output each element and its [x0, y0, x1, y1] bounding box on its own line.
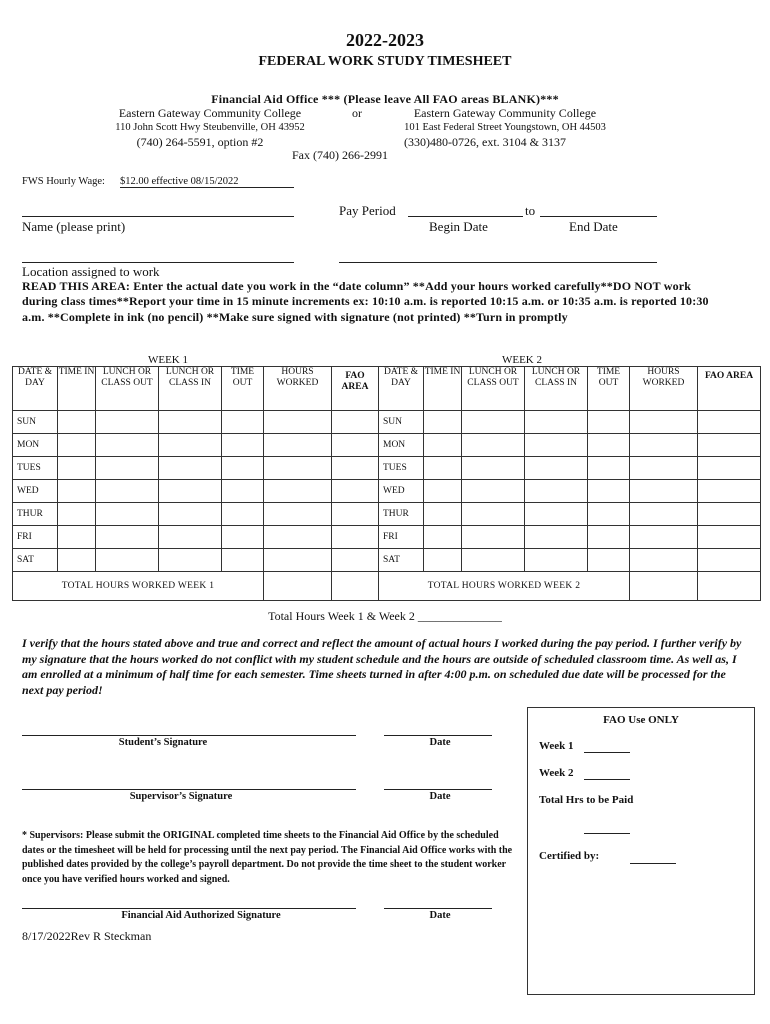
cell[interactable] [264, 411, 332, 434]
cell[interactable] [525, 549, 588, 572]
fao-cell [698, 503, 761, 526]
fao-week2-line [584, 779, 630, 780]
cell[interactable] [159, 411, 222, 434]
table-row [13, 411, 761, 434]
w1-day-label: SAT [13, 549, 58, 572]
supervisor-signature-label: Supervisor’s Signature [129, 791, 233, 802]
cell[interactable] [264, 434, 332, 457]
instructions: READ THIS AREA: Enter the actual date you work in the “date column” **Add your hours worked carefully**DO NOT work during class times**Report your time in 15 minute increments ex: 10:10 a.m. is reported 10:15 a.m. or 10:35 a.m. is reported 10:30 a.m. **Complete in ink (no pencil) **Make sure signed with signature (not printed) **Turn in promptly [22, 279, 709, 324]
cell[interactable] [58, 480, 96, 503]
w2-day-label: THUR [379, 503, 424, 526]
cell[interactable] [96, 411, 159, 434]
cell[interactable] [58, 434, 96, 457]
cell[interactable] [588, 434, 630, 457]
w1-day-label: SUN [13, 411, 58, 434]
cell[interactable] [630, 457, 698, 480]
w2-col-lunch-out: LUNCH OR CLASS OUT [462, 367, 525, 411]
cell[interactable] [424, 480, 462, 503]
fa-date-label: Date [429, 910, 451, 921]
cell[interactable] [525, 434, 588, 457]
fao-cell [332, 503, 379, 526]
fao-cell [698, 457, 761, 480]
w2-col-time-in: TIME IN [424, 367, 462, 411]
w1-col-date: DATE & DAY [13, 367, 58, 411]
cell[interactable] [630, 549, 698, 572]
fao-certified-label: Certified by: [539, 850, 600, 862]
cell[interactable] [462, 434, 525, 457]
table-row [13, 457, 761, 480]
campus2-phone: (330)480-0726, ext. 3104 & 3137 [404, 135, 566, 149]
cell[interactable] [630, 434, 698, 457]
cell[interactable] [588, 503, 630, 526]
fao-use-box [527, 707, 755, 995]
cell[interactable] [462, 526, 525, 549]
cell[interactable] [264, 480, 332, 503]
cell[interactable] [462, 503, 525, 526]
table-row [13, 503, 761, 526]
table-row [13, 549, 761, 572]
cell[interactable] [222, 434, 264, 457]
w1-col-lunch-out: LUNCH OR CLASS OUT [96, 367, 159, 411]
w1-col-lunch-in: LUNCH OR CLASS IN [159, 367, 222, 411]
w2-day-label: TUES [379, 457, 424, 480]
fao-total-label: Total Hrs to be Paid [539, 794, 634, 806]
cell[interactable] [96, 526, 159, 549]
campus1-name: Eastern Gateway Community College [118, 106, 302, 120]
fao-cell [698, 411, 761, 434]
cell[interactable] [630, 503, 698, 526]
fao-cell [698, 434, 761, 457]
w2-col-hours: HOURS WORKED [630, 367, 698, 411]
cell[interactable] [96, 503, 159, 526]
cell[interactable] [588, 480, 630, 503]
w2-col-lunch-in: LUNCH OR CLASS IN [525, 367, 588, 411]
end-date-label: End Date [569, 219, 618, 234]
cell[interactable] [222, 526, 264, 549]
campus2-address: 101 East Federal Street Youngstown, OH 44503 [404, 122, 606, 133]
fao-cell [332, 549, 379, 572]
fao-cell [332, 572, 379, 601]
w1-col-hours: HOURS WORKED [264, 367, 332, 411]
cell[interactable] [58, 526, 96, 549]
pay-period-label: Pay Period [339, 203, 396, 218]
w1-day-label: TUES [13, 457, 58, 480]
week2-label: WEEK 2 [501, 354, 542, 366]
total-week2-cell[interactable] [630, 572, 698, 601]
cell[interactable] [462, 457, 525, 480]
cell[interactable] [222, 549, 264, 572]
cell[interactable] [588, 411, 630, 434]
week1-label: WEEK 1 [147, 354, 188, 366]
supervisor-date-label: Date [429, 791, 451, 802]
campus1-phone: (740) 264-5591, option #2 [136, 135, 264, 149]
form-title: FEDERAL WORK STUDY TIMESHEET [258, 54, 512, 69]
w2-day-label: MON [379, 434, 424, 457]
fao-cell [698, 549, 761, 572]
cell[interactable] [525, 480, 588, 503]
student-signature-label: Student’s Signature [118, 737, 208, 748]
cell[interactable] [159, 526, 222, 549]
student-date-line[interactable] [384, 735, 492, 736]
campus1-address: 110 John Scott Hwy Steubenville, OH 43952 [115, 122, 305, 133]
cell[interactable] [96, 480, 159, 503]
cell[interactable] [222, 457, 264, 480]
campus2-name: Eastern Gateway Community College [413, 106, 597, 120]
supervisor-signature-line[interactable] [22, 789, 356, 790]
student-date-label: Date [429, 737, 451, 748]
name-line[interactable] [22, 216, 294, 217]
fao-total-line [584, 833, 630, 834]
w2-day-label: SUN [379, 411, 424, 434]
fao-week2-label: Week 2 [539, 767, 574, 779]
cell[interactable] [159, 434, 222, 457]
w2-col-date: DATE & DAY [379, 367, 424, 411]
wage-label: FWS Hourly Wage: [22, 176, 105, 187]
w2-day-label: WED [379, 480, 424, 503]
fax-number: Fax (740) 266-2991 [292, 148, 388, 162]
fao-certified-line [630, 863, 676, 864]
cell[interactable] [630, 480, 698, 503]
cell[interactable] [424, 411, 462, 434]
fao-cell [698, 572, 761, 601]
w2-col-fao: FAO AREA [698, 367, 761, 411]
total-week1-cell[interactable] [264, 572, 332, 601]
cell[interactable] [159, 503, 222, 526]
table-row [13, 480, 761, 503]
cell[interactable] [159, 549, 222, 572]
w1-day-label: WED [13, 480, 58, 503]
cell[interactable] [588, 549, 630, 572]
cell[interactable] [424, 503, 462, 526]
w1-day-label: MON [13, 434, 58, 457]
fao-cell [332, 411, 379, 434]
begin-date-label: Begin Date [429, 219, 488, 234]
cell[interactable] [462, 549, 525, 572]
cell[interactable] [525, 503, 588, 526]
cell[interactable] [264, 526, 332, 549]
cell[interactable] [525, 526, 588, 549]
cell[interactable] [96, 549, 159, 572]
total-week2-label: TOTAL HOURS WORKED WEEK 2 [379, 572, 630, 601]
location-line-2[interactable] [339, 262, 657, 263]
w1-col-time-out: TIME OUT [222, 367, 264, 411]
w2-day-label: FRI [379, 526, 424, 549]
cell[interactable] [630, 411, 698, 434]
cell[interactable] [58, 549, 96, 572]
table-row [13, 434, 761, 457]
fa-date-line[interactable] [384, 908, 492, 909]
cell[interactable] [264, 457, 332, 480]
fao-cell [698, 526, 761, 549]
cell[interactable] [462, 411, 525, 434]
timesheet-table [12, 366, 761, 601]
cell[interactable] [525, 457, 588, 480]
cell[interactable] [264, 503, 332, 526]
revision-footer: 8/17/2022Rev R Steckman [22, 929, 152, 943]
begin-date-input[interactable] [408, 216, 523, 217]
fao-cell [332, 526, 379, 549]
w2-col-time-out: TIME OUT [588, 367, 630, 411]
w1-col-time-in: TIME IN [58, 367, 96, 411]
totals-row [13, 572, 761, 601]
fao-cell [332, 457, 379, 480]
cell[interactable] [424, 434, 462, 457]
office-line: Financial Aid Office *** (Please leave All FAO areas BLANK)*** [211, 92, 559, 106]
cell[interactable] [424, 526, 462, 549]
location-label: Location assigned to work [22, 264, 160, 279]
table-row [13, 526, 761, 549]
cell[interactable] [424, 549, 462, 572]
location-line[interactable] [22, 262, 294, 263]
total-both-weeks: Total Hours Week 1 & Week 2 ______________ [268, 609, 502, 623]
cell[interactable] [588, 457, 630, 480]
or-text: or [352, 106, 362, 120]
verification-text: I verify that the hours stated above and true and correct and reflect the amount of actual hours I worked during the pay period. I further verify by my signature that the hours worked do not conflict with my student schedule and the hours are outside of scheduled classroom time. As well as, I am enrolled at a minimum of half time for each semester. Time sheets turned in after 4:00 p.m. on scheduled due date will be processed for the next pay period! [22, 636, 742, 697]
cell[interactable] [222, 411, 264, 434]
cell[interactable] [159, 480, 222, 503]
cell[interactable] [58, 503, 96, 526]
cell[interactable] [588, 526, 630, 549]
supervisor-date-line[interactable] [384, 789, 492, 790]
fao-week1-label: Week 1 [539, 740, 574, 752]
wage-value: $12.00 effective 08/15/2022 [120, 176, 294, 188]
w1-day-label: FRI [13, 526, 58, 549]
w2-day-label: SAT [379, 549, 424, 572]
student-signature-line[interactable] [22, 735, 356, 736]
cell[interactable] [525, 411, 588, 434]
fa-signature-label: Financial Aid Authorized Signature [121, 910, 281, 921]
fao-box-title: FAO Use ONLY [603, 714, 679, 726]
supervisor-note: * Supervisors: Please submit the ORIGINAL completed time sheets to the Financial Aid Office by the scheduled dates or the timesheet will be held for processing until the next pay period. The Financial Aid Office works with the published dates provided by the college’s payroll department. Do not provide the time sheet to the student worker once you have verified hours worked and signed. [22, 830, 513, 885]
fa-signature-line[interactable] [22, 908, 356, 909]
cell[interactable] [159, 457, 222, 480]
cell[interactable] [222, 503, 264, 526]
fao-week1-line [584, 752, 630, 753]
to-label: to [525, 203, 536, 218]
name-label: Name (please print) [22, 219, 126, 234]
cell[interactable] [96, 434, 159, 457]
cell[interactable] [96, 457, 159, 480]
form-year: 2022-2023 [346, 30, 424, 50]
total-week1-label: TOTAL HOURS WORKED WEEK 1 [13, 572, 264, 601]
cell[interactable] [58, 411, 96, 434]
end-date-input[interactable] [540, 216, 657, 217]
fao-cell [332, 434, 379, 457]
cell[interactable] [222, 480, 264, 503]
cell[interactable] [630, 526, 698, 549]
cell[interactable] [462, 480, 525, 503]
cell[interactable] [264, 549, 332, 572]
fao-cell [332, 480, 379, 503]
cell[interactable] [58, 457, 96, 480]
cell[interactable] [424, 457, 462, 480]
w1-col-fao: FAO AREA [332, 367, 379, 411]
fao-cell [698, 480, 761, 503]
w1-day-label: THUR [13, 503, 58, 526]
